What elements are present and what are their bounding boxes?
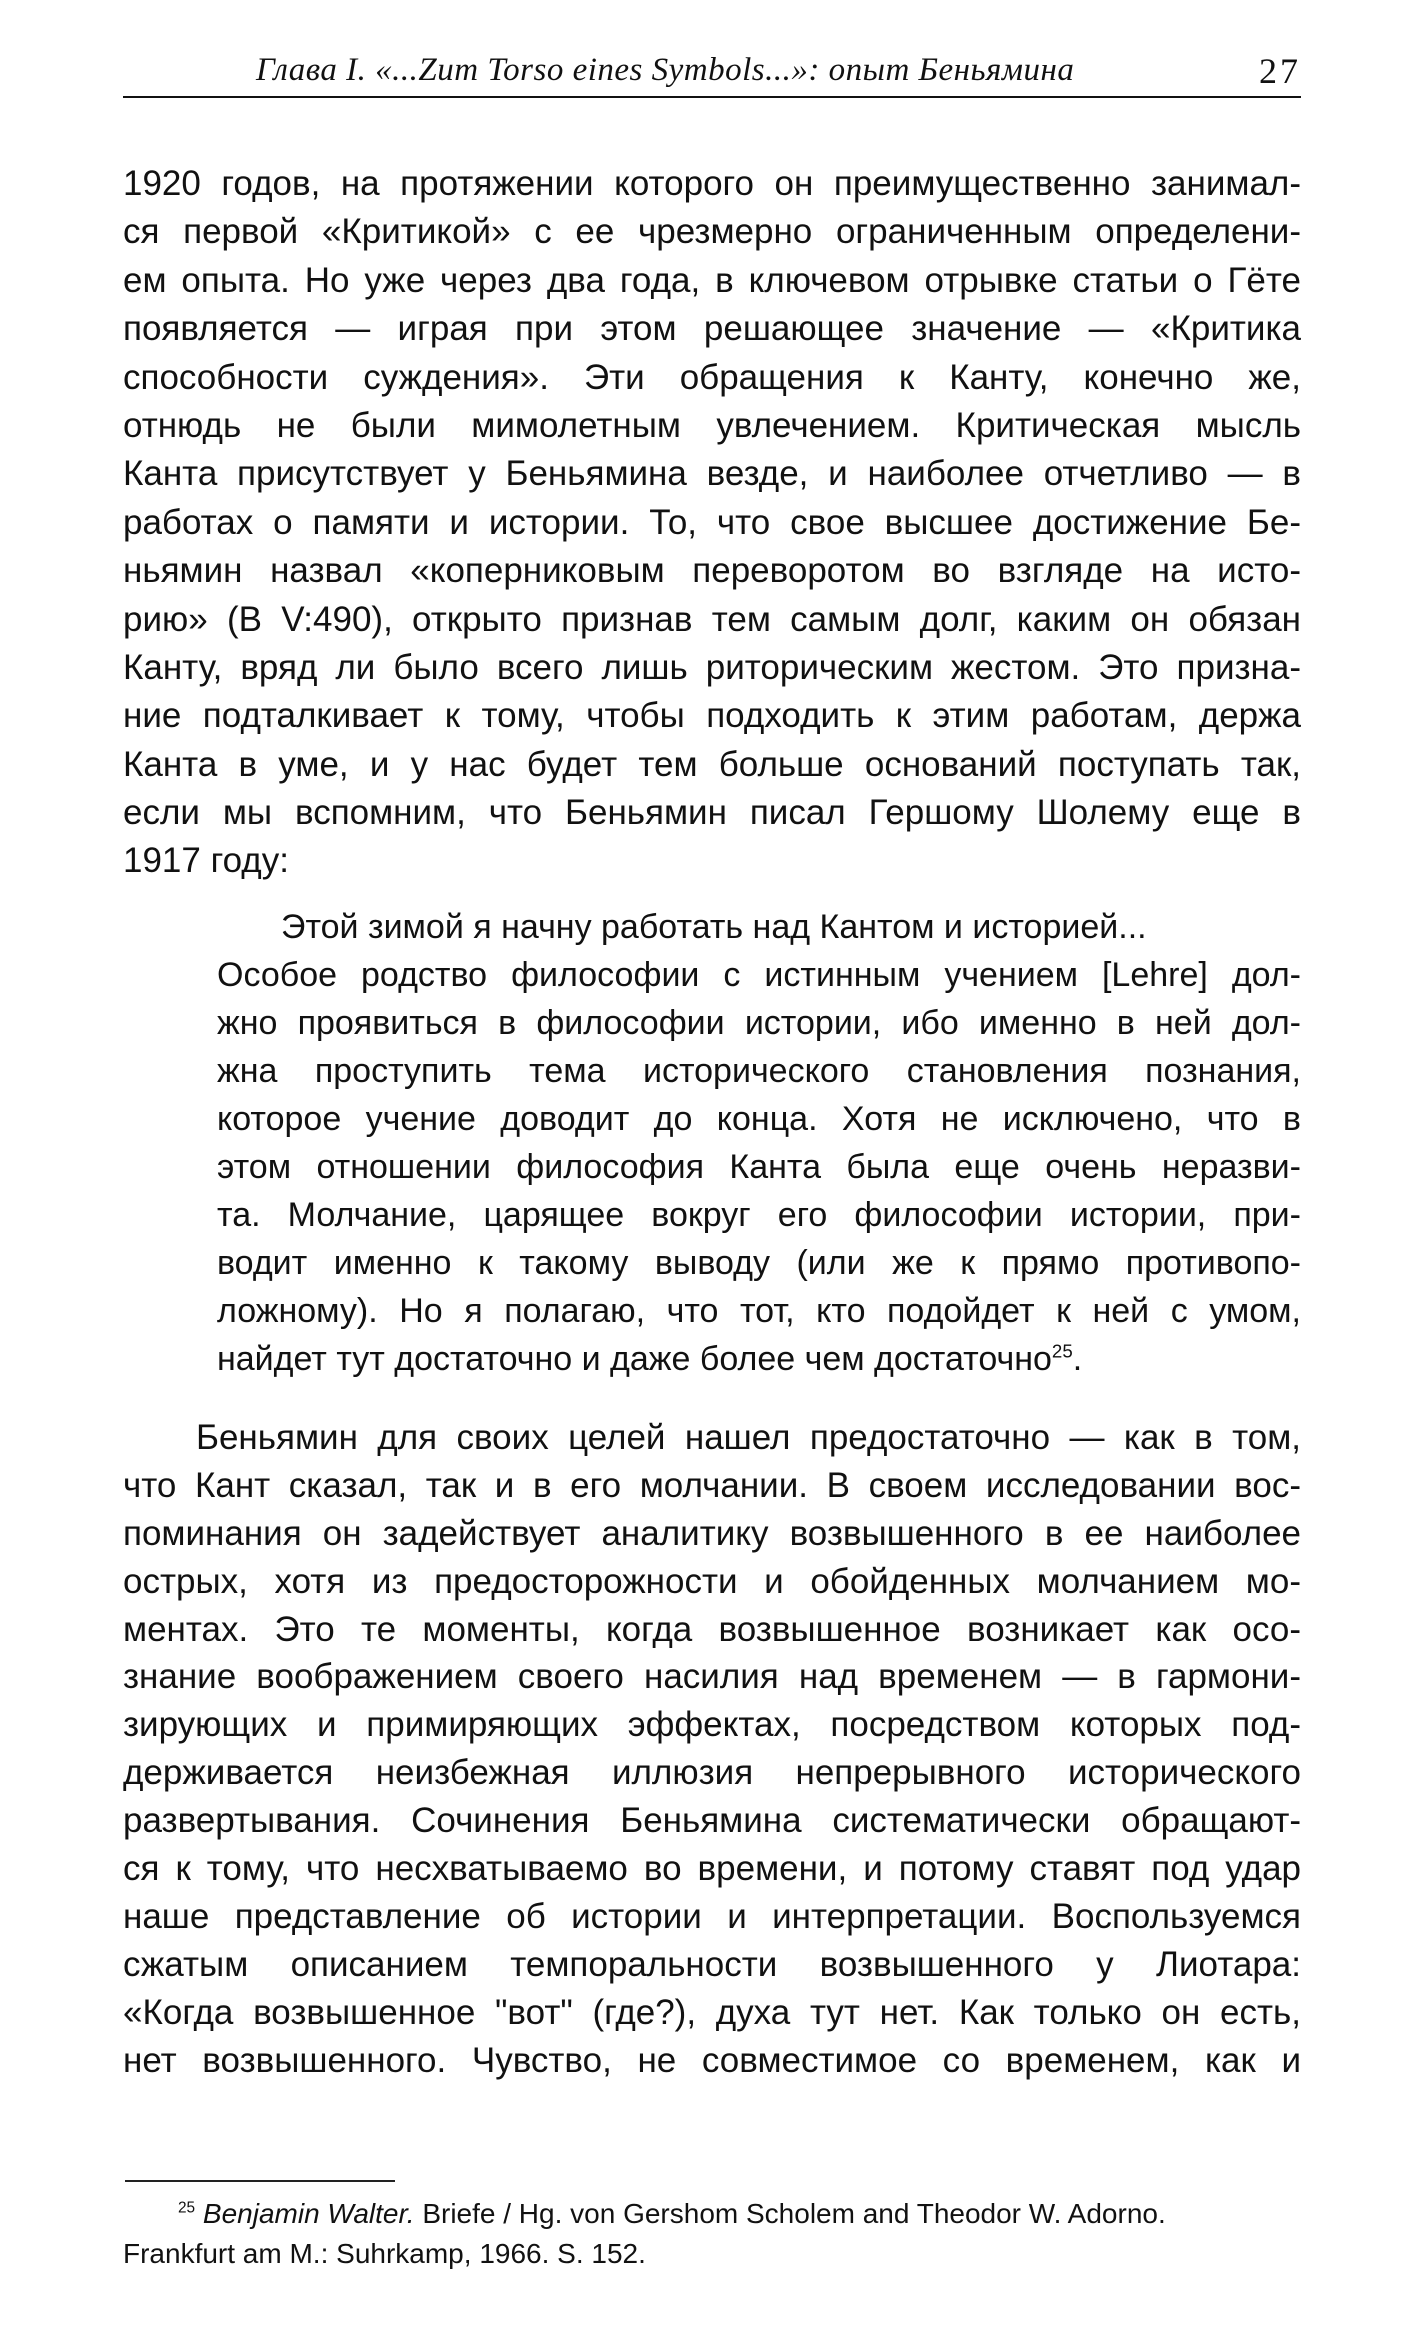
footnote-author: Benjamin Walter. [202, 2198, 415, 2229]
text-line: ся к тому, что несхватываемо во времени, и потому ставят под удар [123, 1849, 1301, 1889]
quote-line: которое учение доводит до конца. Хотя не исключено, что в [217, 1100, 1301, 1138]
quote-line: этом отношении философия Канта была еще очень неразви- [217, 1148, 1301, 1186]
footnote-reference[interactable]: 25 [1051, 1340, 1073, 1362]
text-line: если мы вспомним, что Беньямин писал Гершому Шолему еще в [123, 793, 1301, 833]
text-line: рию» (В V:490), открыто признав тем самым долг, каким он обязан [123, 599, 1301, 639]
text-line: что Кант сказал, так и в его молчании. В своем исследовании вос- [123, 1465, 1301, 1505]
text-line: развертывания. Сочинения Беньямина систематически обращают- [123, 1801, 1301, 1841]
page-number: 27 [1259, 51, 1301, 91]
text-line: ся первой «Критикой» с ее чрезмерно ограниченным определени- [123, 212, 1301, 252]
text-line: ньямин назвал «коперниковым переворотом во взгляде на исто- [123, 551, 1301, 591]
quote-line: жна проступить тема исторического становления познания, [217, 1052, 1301, 1090]
text-line: ем опыта. Но уже через два года, в ключевом отрывке статьи о Гёте [123, 260, 1301, 300]
text-line: поминания он задействует аналитику возвышенного в ее наиболее [123, 1513, 1301, 1553]
text-line: нет возвышенного. Чувство, не совместимое со временем, как и [123, 2040, 1301, 2080]
body-paragraph-1 [123, 160, 1301, 886]
text-line: сжатым описанием темпоральности возвышенного у Лиотара: [123, 1944, 1301, 1984]
text-line: знание воображением своего насилия над временем — в гармони- [123, 1657, 1301, 1697]
text-line: 1920 годов, на протяжении которого он преимущественно занимал- [123, 164, 1301, 203]
text-line: наше представление об истории и интерпретации. Воспользуемся [123, 1896, 1301, 1936]
block-quote [217, 903, 1301, 1383]
text-line: способности суждения». Эти обращения к Канту, конечно же, [123, 357, 1301, 397]
text-line: ние подталкивает к тому, чтобы подходить к этим работам, держа [123, 696, 1301, 736]
quote-line: жно проявиться в философии истории, ибо именно в ней дол- [217, 1004, 1301, 1042]
text-line: острых, хотя из предосторожности и обойденных молчанием мо- [123, 1561, 1301, 1601]
quote-line [217, 1335, 1301, 1383]
quote-line: ложному). Но я полагаю, что тот, кто подойдет к ней с умом, [217, 1292, 1301, 1330]
running-head-title: Глава I. «...Zum Torso eines Symbols...»: опыт Беньямина [256, 52, 1075, 88]
footnote [123, 2194, 1301, 2274]
body-paragraph-2 [123, 1414, 1301, 2084]
text-line: держивается неизбежная иллюзия непрерывного исторического [123, 1753, 1301, 1793]
footnote-citation: Briefe / Hg. von Gershom Scholem and Theodor W. Adorno. [414, 2198, 1166, 2229]
text-line: Канта в уме, и у нас будет тем больше оснований поступать так, [123, 744, 1301, 784]
text-line: зирующих и примиряющих эффектах, посредством которых под- [123, 1705, 1301, 1745]
footnote-line [123, 2194, 1301, 2234]
text-line: Беньямин для своих целей нашел предостаточно — как в том, [196, 1418, 1301, 1457]
footnote-divider [125, 2180, 395, 2182]
text-line: появляется — играя при этом решающее значение — «Критика [123, 309, 1301, 349]
footnote-line: Frankfurt am M.: Suhrkamp, 1966. S. 152. [123, 2238, 646, 2269]
text-line: 1917 году: [123, 841, 289, 881]
text-line: отнюдь не были мимолетным увлечением. Критическая мысль [123, 405, 1301, 445]
text-line: Канта присутствует у Беньямина везде, и наиболее отчетливо — в [123, 454, 1301, 494]
quote-line: Особое родство философии с истинным учением [Lehre] дол- [217, 956, 1301, 994]
footnote-number: 25 [178, 2199, 196, 2217]
text-line: Канту, вряд ли было всего лишь риторическим жестом. Это призна- [123, 647, 1301, 687]
quote-last-text: найдет тут достаточно и даже более чем достаточно [217, 1340, 1052, 1378]
quote-line: Этой зимой я начну работать над Кантом и историей... [281, 908, 1147, 946]
text-line: ментах. Это те моменты, когда возвышенное возникает как осо- [123, 1609, 1301, 1649]
text-line: работах о памяти и истории. То, что свое высшее достижение Бе- [123, 502, 1301, 542]
running-head [123, 50, 1301, 98]
quote-line: та. Молчание, царящее вокруг его философии истории, при- [217, 1196, 1301, 1234]
quote-line: водит именно к такому выводу (или же к прямо противопо- [217, 1244, 1301, 1282]
text-line: «Когда возвышенное "вот" (где?), духа тут нет. Как только он есть, [123, 1992, 1301, 2032]
quote-last-punct: . [1072, 1340, 1083, 1378]
